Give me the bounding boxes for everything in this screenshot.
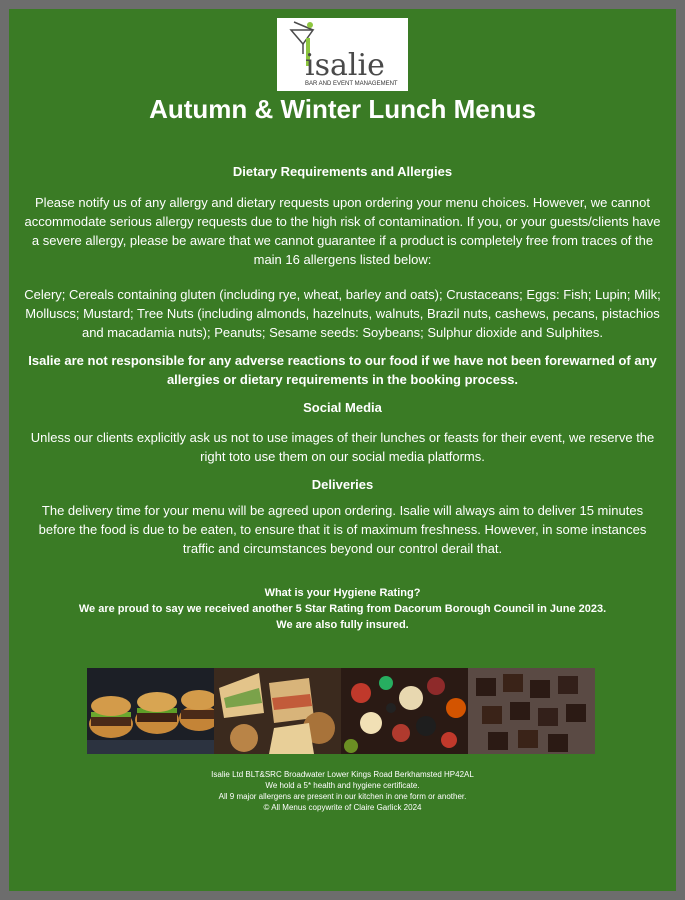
isalie-logo <box>277 18 408 91</box>
food-photo-strip <box>87 668 597 754</box>
dietary-heading: Dietary Requirements and Allergies <box>232 164 453 179</box>
footer-copyright: © All Menus copywrite of Claire Garlick 2024 <box>263 803 422 812</box>
page-title: Autumn & Winter Lunch Menus <box>149 94 536 124</box>
footer-address: Isalie Ltd BLT&SRC Broadwater Lower Kings Road Berkhamsted HP42AL <box>211 770 474 779</box>
hygiene-heading: What is your Hygiene Rating? <box>264 587 421 599</box>
hygiene-rating-line: We are proud to say we received another 5 Star Rating from Dacorum Borough Council in June 2023. <box>78 603 607 615</box>
social-media-paragraph: Unless our clients explicitly ask us not to use images of their lunches or feasts for their event, we reserve the right toto use them on our social media platforms. <box>30 430 655 464</box>
logo-tagline: BAR AND EVENT MANAGEMENT <box>305 81 398 87</box>
chocolate-brownies-photo <box>468 668 595 754</box>
antipasti-platter-photo <box>341 668 468 754</box>
social-media-heading: Social Media <box>303 400 382 415</box>
menu-page <box>9 9 676 891</box>
footer-allergens-note: All 9 major allergens are present in our kitchen in one form or another. <box>218 792 467 801</box>
sandwich-platter-photo <box>214 668 341 754</box>
deliveries-paragraph: The delivery time for your menu will be agreed upon ordering. Isalie will always aim to deliver 15 minutes before the food is due to be eaten, to ensure that it is of maximum freshness. However, in some instances traffic and circumstances beyond our control derail that. <box>38 503 647 556</box>
liability-disclaimer: Isalie are not responsible for any adverse reactions to our food if we have not been forewarned of any allergies or dietary requirements in the booking process. <box>28 353 657 387</box>
insurance-line: We are also fully insured. <box>276 619 409 631</box>
dietary-paragraph: Please notify us of any allergy and dietary requests upon ordering your menu choices. However, we cannot accommodate serious allergy requests due to the high risk of contamination. If you, or your guests/clients have a severe allergy, please be aware that we cannot guarantee if a product is completely free from traces of the main 16 allergens listed below: <box>24 195 661 267</box>
allergen-list: Celery; Cereals containing gluten (including rye, wheat, barley and oats); Crustaceans; Eggs: Fish; Lupin; Milk; Molluscs; Mustard; Tree Nuts (including almonds, hazelnuts, walnuts, Brazil nuts, cashews, pecans, pistachios and macadamia nuts); Peanuts; Sesame seeds: Soybeans; Sulphur dioxide and Sulphites. <box>24 287 661 340</box>
burger-sliders-photo <box>87 668 214 754</box>
footer-certificate: We hold a 5* health and hygiene certificate. <box>265 781 420 790</box>
logo-wordmark: isalie <box>305 48 385 83</box>
deliveries-heading: Deliveries <box>311 477 374 492</box>
